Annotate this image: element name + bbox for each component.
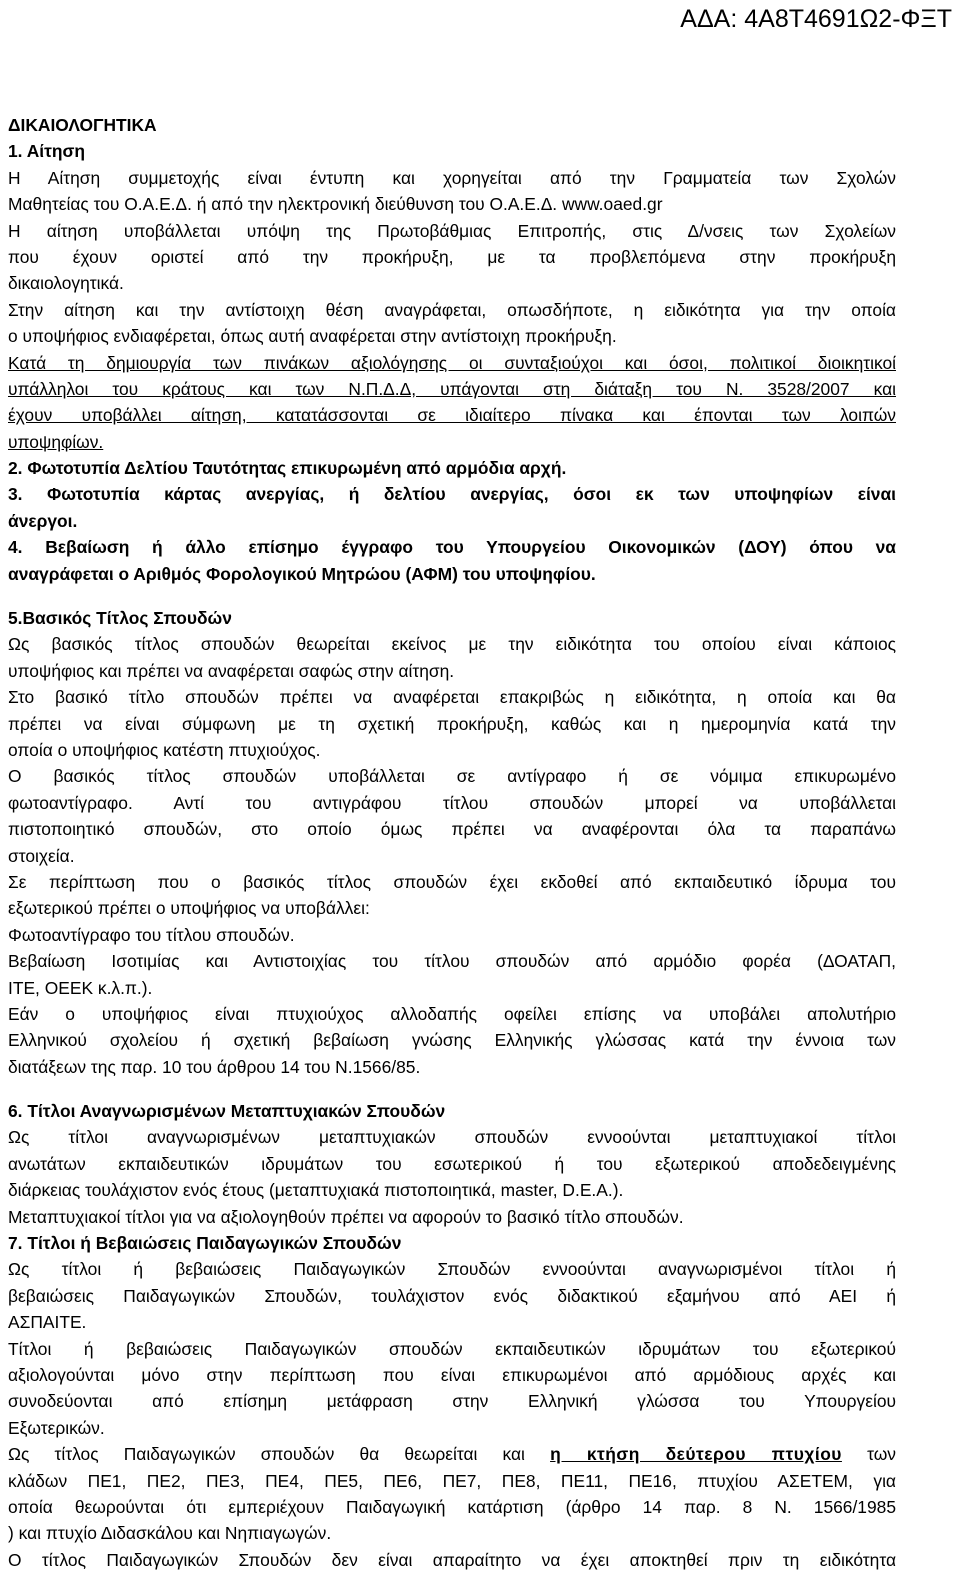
underlined-paragraph-line: υπάλληλοι του κράτους και των Ν.Π.Δ.Δ, υπάγονται στη διάταξη του Ν. 3528/2007 και: [8, 378, 896, 399]
paragraph-line: Βεβαίωση Ισοτιμίας και Αντιστοιχίας του τίτλου σπουδών από αρμόδιο φορέα (ΔΟΑΤΑΠ,: [8, 951, 896, 972]
paragraph-line: Εάν ο υποψήφιος είναι πτυχιούχος αλλοδαπής οφείλει επίσης να υποβάλει απολυτήριο: [8, 1003, 896, 1024]
paragraph-fragment: Ως τίτλος Παιδαγωγικών σπουδών θα θεωρείται και: [8, 1444, 525, 1465]
item-heading: άνεργοι.: [8, 510, 78, 531]
paragraph-line: Ως τίτλοι ή βεβαιώσεις Παιδαγωγικών Σπουδών εννοούνται αναγνωρισμένοι τίτλοι ή: [8, 1259, 896, 1280]
item-heading: 5.Βασικός Τίτλος Σπουδών: [8, 608, 232, 629]
item-heading: 4. Βεβαίωση ή άλλο επίσημο έγγραφο του Υπουργείου Οικονομικών (ΔΟΥ) όπου να: [8, 537, 896, 558]
item-heading: 6. Τίτλοι Αναγνωρισμένων Μεταπτυχιακών Σπουδών: [8, 1101, 446, 1122]
paragraph-line: Ελληνικού σχολείου ή σχετική βεβαίωση γνώσης Ελληνικής γλώσσας κατά την έννοια των: [8, 1030, 896, 1051]
paragraph-line: Μεταπτυχιακοί τίτλοι για να αξιολογηθούν πρέπει να αφορούν το βασικό τίτλο σπουδών.: [8, 1206, 684, 1227]
paragraph-line: εξωτερικού πρέπει ο υποψήφιος να υποβάλλει:: [8, 898, 370, 919]
paragraph-line: ο υποψήφιος ενδιαφέρεται, όπως αυτή αναφέρεται στην αντίστοιχη προκήρυξη.: [8, 326, 617, 347]
paragraph-line: Σε περίπτωση που ο βασικός τίτλος σπουδών έχει εκδοθεί από εκπαιδευτικό ίδρυμα του: [8, 871, 896, 892]
paragraph-line: διάρκειας τουλάχιστον ενός έτους (μεταπτυχιακά πιστοποιητικά, master, D.E.A.).: [8, 1180, 624, 1201]
paragraph-line: Μαθητείας του Ο.Α.Ε.Δ. ή από την ηλεκτρονική διεύθυνση του Ο.Α.Ε.Δ. www.oaed.gr: [8, 194, 663, 215]
underlined-paragraph-line: Κατά τη δημιουργία των πινάκων αξιολόγησης οι συνταξιούχοι και όσοι, πολιτικοί διοικητικοί: [8, 352, 896, 373]
item-heading: 3. Φωτοτυπία κάρτας ανεργίας, ή δελτίου ανεργίας, όσοι εκ των υποψηφίων είναι: [8, 484, 896, 505]
paragraph-line: Ο τίτλος Παιδαγωγικών Σπουδών δεν είναι απαραίτητο να έχει αποκτηθεί πριν τη ειδικότητα: [8, 1549, 896, 1570]
item-heading: 7. Τίτλοι ή Βεβαιώσεις Παιδαγωγικών Σπουδών: [8, 1233, 402, 1254]
paragraph-line: κλάδων ΠΕ1, ΠΕ2, ΠΕ3, ΠΕ4, ΠΕ5, ΠΕ6, ΠΕ7, ΠΕ8, ΠΕ11, ΠΕ16, πτυχίου ΑΣΕΤΕΜ, για: [8, 1470, 896, 1491]
paragraph-line: οποία θεωρούνται ότι εμπεριέχουν Παιδαγωγική κατάρτιση (άρθρο 14 παρ. 8 Ν. 1566/1985: [8, 1496, 896, 1517]
paragraph-line: διατάξεων της παρ. 10 του άρθρου 14 του Ν.1566/85.: [8, 1056, 421, 1077]
paragraph-line: συνοδεύονται από επίσημη μετάφραση στην Ελληνική γλώσσα του Υπουργείου: [8, 1391, 896, 1412]
paragraph-line: Ως βασικός τίτλος σπουδών θεωρείται εκείνος με την ειδικότητα του οποίου είναι κάποιος: [8, 634, 896, 655]
paragraph-line: Η Αίτηση συμμετοχής είναι έντυπη και χορηγείται από την Γραμματεία των Σχολών: [8, 167, 896, 188]
paragraph-line: ΙΤΕ, ΟΕΕΚ κ.λ.π.).: [8, 977, 153, 998]
paragraph-line: ) και πτυχίο Διδασκάλου και Νηπιαγωγών.: [8, 1523, 332, 1544]
paragraph-line: στοιχεία.: [8, 845, 75, 866]
ada-header: ΑΔΑ: 4Α8Τ4691Ω2-ΦΞΤ: [680, 5, 952, 33]
paragraph-line: Στην αίτηση και την αντίστοιχη θέση αναγράφεται, οπωσδήποτε, η ειδικότητα για την οποία: [8, 299, 896, 320]
paragraph-line: δικαιολογητικά.: [8, 273, 124, 294]
paragraph-line: ανωτάτων εκπαιδευτικών ιδρυμάτων του εσωτερικού ή του εξωτερικού αποδεδειγμένης: [8, 1153, 896, 1174]
underlined-paragraph-line: υποψηφίων.: [8, 431, 104, 452]
paragraph-line: που έχουν οριστεί από την προκήρυξη, με τα προβλεπόμενα στην προκήρυξη: [8, 246, 896, 267]
paragraph-line: φωτοαντίγραφο. Αντί του αντιγράφου τίτλου σπουδών μπορεί να υποβάλλεται: [8, 792, 896, 813]
paragraph-line: οποία ο υποψήφιος κατέστη πτυχιούχος.: [8, 739, 321, 760]
paragraph-line: Η αίτηση υποβάλλεται υπόψη της Πρωτοβάθμιας Επιτροπής, στις Δ/νσεις των Σχολείων: [8, 220, 896, 241]
paragraph-line: Ο βασικός τίτλος σπουδών υποβάλλεται σε αντίγραφο ή σε νόμιμα επικυρωμένο: [8, 766, 896, 787]
paragraph-line: πρέπει να είναι σύμφωνη με τη σχετική προκήρυξη, καθώς και η ημερομηνία κατά την: [8, 713, 896, 734]
spacer: [8, 587, 896, 605]
paragraph-line: Στο βασικό τίτλο σπουδών πρέπει να αναφέρεται επακριβώς η ειδικότητα, η οποία και θα: [8, 687, 896, 708]
spacer: [8, 1080, 896, 1098]
item-heading: 1. Αίτηση: [8, 141, 85, 162]
paragraph-line: αξιολογούνται μόνο στην περίπτωση που είναι επικυρωμένοι από αρμόδιους αρχές και: [8, 1364, 896, 1385]
paragraph-fragment: των: [867, 1444, 896, 1465]
paragraph-line: Φωτοαντίγραφο του τίτλου σπουδών.: [8, 924, 295, 945]
item-heading: 2. Φωτοτυπία Δελτίου Ταυτότητας επικυρωμένη από αρμόδια αρχή.: [8, 458, 567, 479]
paragraph-line: πιστοποιητικό σπουδών, στο οποίο όμως πρέπει να αναφέρονται όλα τα παραπάνω: [8, 819, 896, 840]
paragraph-line: Ως τίτλοι αναγνωρισμένων μεταπτυχιακών σπουδών εννοούνται μεταπτυχιακοί τίτλοι: [8, 1127, 896, 1148]
paragraph-line: ΑΣΠΑΙΤΕ.: [8, 1312, 87, 1333]
document-body: [8, 112, 896, 1573]
section-heading: ΔΙΚΑΙΟΛΟΓΗΤΙΚΑ: [8, 115, 157, 135]
paragraph-line: βεβαιώσεις Παιδαγωγικών Σπουδών, τουλάχιστον ενός διδακτικού εξαμήνου από ΑΕΙ ή: [8, 1285, 896, 1306]
paragraph-line: υποψήφιος και πρέπει να αναφέρεται σαφώς στην αίτηση.: [8, 660, 455, 681]
item-heading: αναγράφεται ο Αριθμός Φορολογικού Μητρώου (ΑΦΜ) του υποψηφίου.: [8, 563, 596, 584]
underlined-paragraph-line: έχουν υποβάλλει αίτηση, κατατάσσονται σε ιδιαίτερο πίνακα και έπονται των λοιπών: [8, 405, 896, 426]
emphasis-fragment: η κτήση δεύτερου πτυχίου: [550, 1444, 842, 1465]
paragraph-line: Εξωτερικών.: [8, 1417, 105, 1438]
mixed-paragraph-line: [8, 1441, 896, 1467]
paragraph-line: Τίτλοι ή βεβαιώσεις Παιδαγωγικών σπουδών εκπαιδευτικών ιδρυμάτων του εξωτερικού: [8, 1338, 896, 1359]
